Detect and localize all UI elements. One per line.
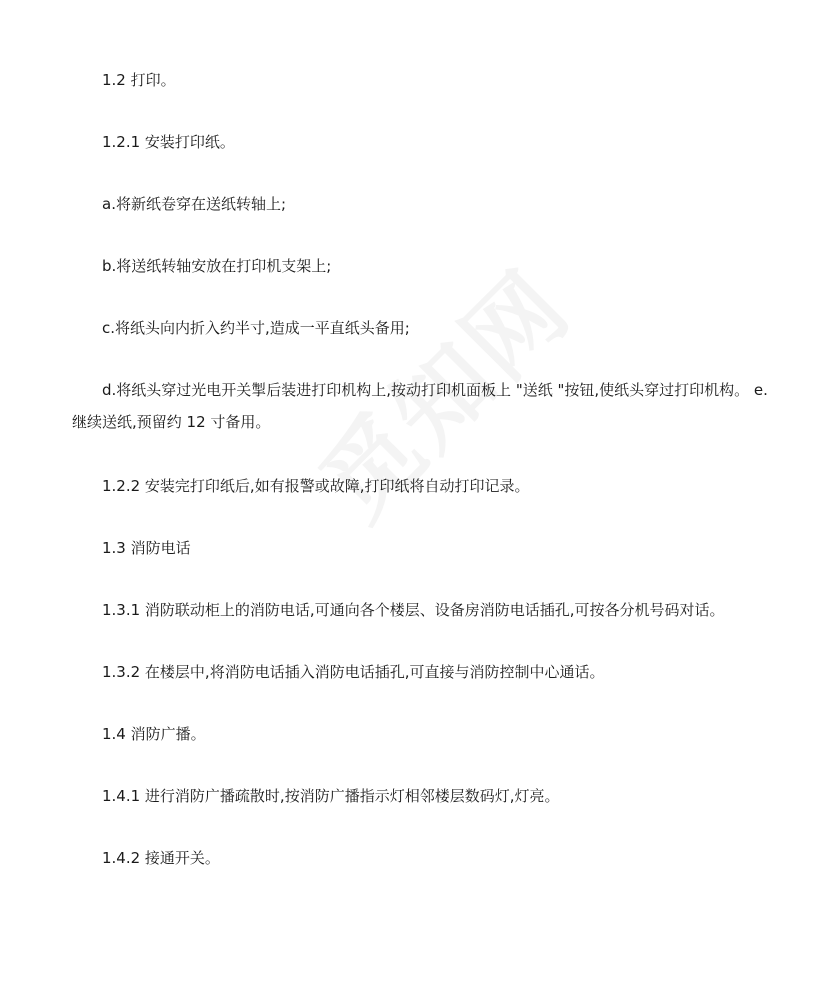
step-c: c.将纸头向内折入约半寸,造成一平直纸头备用; <box>102 319 410 337</box>
heading-1-2-1: 1.2.1 安装打印纸。 <box>102 133 235 151</box>
heading-1-4: 1.4 消防广播。 <box>102 725 206 743</box>
heading-1-4-2: 1.4.2 接通开关。 <box>102 849 220 867</box>
heading-1-2: 1.2 打印。 <box>102 71 176 89</box>
heading-1-4-1: 1.4.1 进行消防广播疏散时,按消防广播指示灯相邻楼层数码灯,灯亮。 <box>102 787 560 805</box>
heading-1-3-2: 1.3.2 在楼层中,将消防电话插入消防电话插孔,可直接与消防控制中心通话。 <box>102 663 605 681</box>
heading-1-2-2: 1.2.2 安装完打印纸后,如有报警或故障,打印纸将自动打印记录。 <box>102 477 530 495</box>
step-a: a.将新纸卷穿在送纸转轴上; <box>102 195 287 213</box>
heading-1-3: 1.3 消防电话 <box>102 539 191 557</box>
heading-1-3-1: 1.3.1 消防联动柜上的消防电话,可通向各个楼层、设备房消防电话插孔,可按各分机号码对话。 <box>102 601 725 619</box>
step-d-e: d.将纸头穿过光电开关掣后装进打印机构上,按动打印机面板上 "送纸 "按钮,使纸头穿过打印机构。 e.继续送纸,预留约 12 寸备用。 <box>72 381 768 431</box>
step-b: b.将送纸转轴安放在打印机支架上; <box>102 257 332 275</box>
